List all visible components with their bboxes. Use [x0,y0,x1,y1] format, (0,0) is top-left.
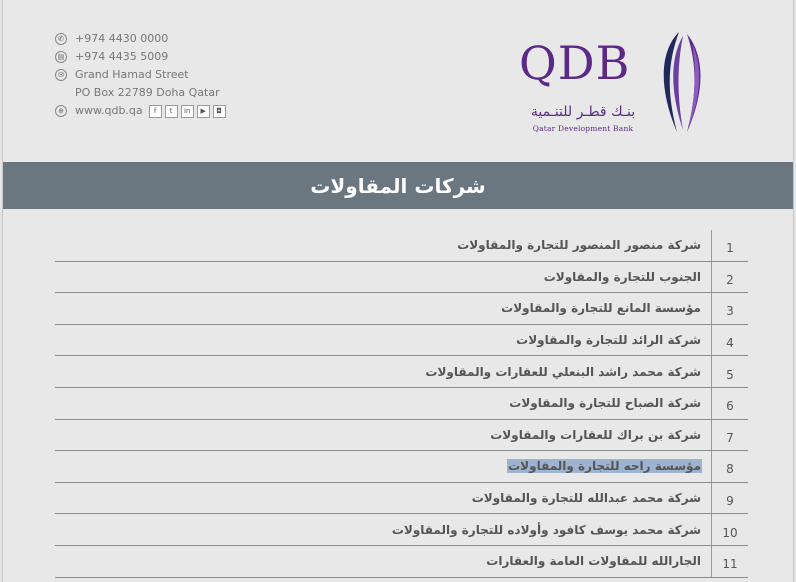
company-name[interactable]: شركة الصباح للتجارة والمقاولات [509,396,701,411]
table-row [55,483,748,515]
table-row [55,388,748,420]
company-name-cell[interactable] [456,230,702,261]
fax-text: +974 4435 5009 [75,50,169,63]
linkedin-icon[interactable]: in [181,105,194,118]
table-row [55,546,748,578]
qdb-emblem-icon [657,30,707,136]
contact-block [55,30,226,120]
row-number: 8 [711,451,748,482]
qdb-english-name: Qatar Development Bank [532,124,634,133]
document-page [2,0,794,582]
table-row [55,514,748,546]
social-icons [149,105,226,118]
website-row [55,102,226,120]
row-number: 9 [711,483,748,514]
company-name-cell[interactable] [391,514,702,545]
company-name[interactable]: شركة بن براك للعقارات والمقاولات [490,427,701,442]
twitter-icon[interactable]: t [165,105,178,118]
company-name[interactable]: مؤسسة المانع للتجارة والمقاولات [501,301,701,316]
row-number: 11 [711,546,748,577]
address-row-2 [55,84,226,102]
company-name-cell[interactable] [424,356,702,387]
qdb-wordmark: QDB [519,36,631,90]
company-name[interactable]: شركة محمد يوسف كافود وأولاده للتجارة والمقاولات [391,522,701,537]
company-name[interactable]: الجارالله للمقاولات العامة والعقارات [486,554,701,569]
table-row [55,451,748,483]
row-number: 5 [711,356,748,387]
table-row [55,262,748,294]
phone-row [55,30,226,48]
company-name-cell[interactable] [507,451,702,482]
company-name[interactable]: شركة منصور المنصور للتجارة والمقاولات [457,238,701,253]
section-banner [3,162,793,209]
row-number: 7 [711,420,748,451]
row-number: 10 [711,514,748,545]
address-row [55,66,226,84]
table-row [55,356,748,388]
company-name-cell[interactable] [508,388,702,419]
company-name[interactable]: مؤسسة راحه للتجارة والمقاولات [508,459,701,474]
company-name-cell[interactable] [485,546,702,577]
fax-row [55,48,226,66]
table-row [55,420,748,452]
facebook-icon[interactable]: f [149,105,162,118]
company-name[interactable]: شركة الرائد للتجارة والمقاولات [516,333,701,348]
row-number: 6 [711,388,748,419]
row-number: 4 [711,325,748,356]
globe-icon: ⊕ [55,105,67,117]
youtube-icon[interactable]: ▶ [197,105,210,118]
row-number: 1 [711,230,748,261]
company-name[interactable]: الجنوب للتجارة والمقاولات [543,269,701,284]
website-link[interactable]: www.qdb.qa [75,104,143,117]
address-line2: PO Box 22789 Doha Qatar [75,86,220,99]
phone-icon: ✆ [55,33,67,45]
company-name-cell[interactable] [543,262,702,293]
company-name-cell[interactable] [515,325,702,356]
company-name-cell[interactable] [489,420,702,451]
company-name[interactable]: شركة محمد راشد البنعلي للعقارات والمقاولات [425,364,701,379]
company-name-cell[interactable] [500,293,702,324]
instagram-icon[interactable]: ◘ [213,105,226,118]
mail-icon: ✉ [55,69,67,81]
address-line1: Grand Hamad Street [75,68,189,81]
banner-title: شركات المقاولات [310,173,486,198]
company-name-cell[interactable] [471,483,702,514]
contractors-table [55,230,748,578]
phone-text: +974 4430 0000 [75,32,169,45]
row-number: 3 [711,293,748,324]
company-name[interactable]: شركة محمد عبدالله للتجارة والمقاولات [471,491,701,506]
row-number: 2 [711,262,748,293]
fax-icon: ▤ [55,51,67,63]
table-row [55,230,748,262]
table-row [55,325,748,357]
qdb-arabic-name: بنـك قطـر للتنـمية [530,104,636,120]
table-row [55,293,748,325]
